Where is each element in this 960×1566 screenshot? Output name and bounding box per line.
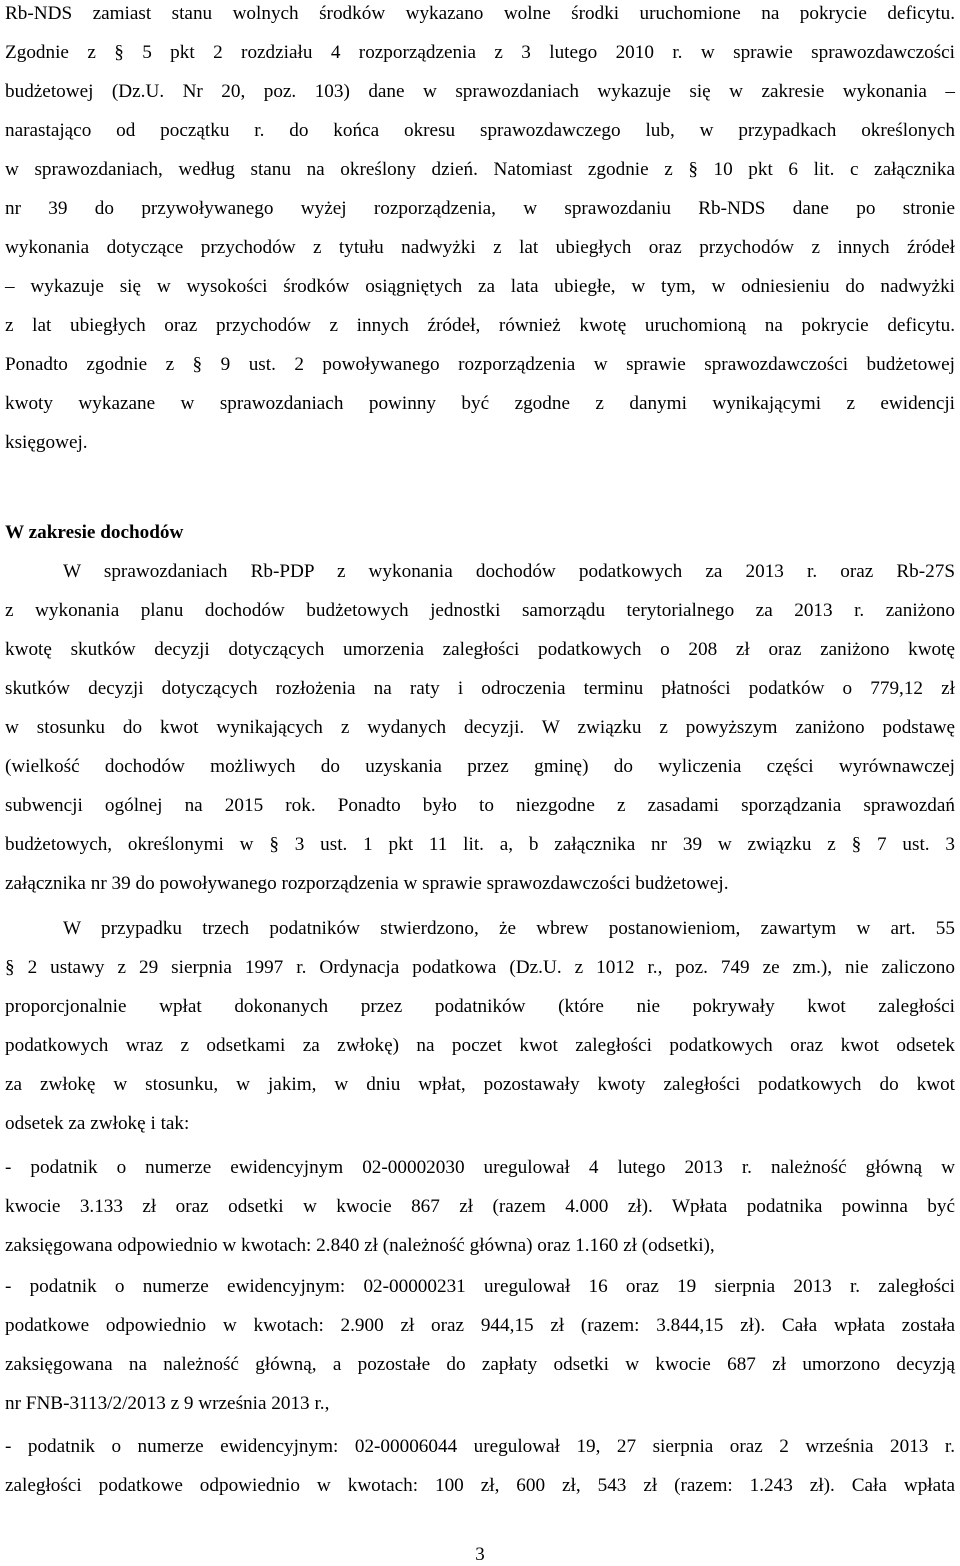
- text-line: subwencji ogólnej na 2015 rok. Ponadto było to niezgodne z zasadami sporządzania sprawozdań: [5, 795, 955, 816]
- text-line: proporcjonalnie wpłat dokonanych przez podatników (które nie pokrywały kwot zaległości: [5, 996, 955, 1017]
- text-line: zaległości podatkowe odpowiednio w kwotach: 100 zł, 600 zł, 543 zł (razem: 1.243 zł). Cała wpłata: [5, 1475, 955, 1496]
- text-line: W sprawozdaniach Rb-PDP z wykonania dochodów podatkowych za 2013 r. oraz Rb-27S: [63, 561, 955, 582]
- text-line: zaksięgowana na należność główną, a pozostałe do zapłaty odsetki w kwocie 687 zł umorzono decyzją: [5, 1354, 955, 1375]
- text-line: budżetowej (Dz.U. Nr 20, poz. 103) dane w sprawozdaniach wykazuje się w zakresie wykonania –: [5, 81, 955, 102]
- text-line: w sprawozdaniach, według stanu na określony dzień. Natomiast zgodnie z § 10 pkt 6 lit. c załącznika: [5, 159, 955, 180]
- text-line: W przypadku trzech podatników stwierdzono, że wbrew postanowieniom, zawartym w art. 55: [63, 918, 955, 939]
- text-line: księgowej.: [5, 432, 88, 453]
- text-line: nr FNB-3113/2/2013 z 9 września 2013 r.,: [5, 1393, 330, 1414]
- text-line: nr 39 do przywoływanego wyżej rozporządzenia, w sprawozdaniu Rb-NDS dane po stronie: [5, 198, 955, 219]
- text-line: Rb-NDS zamiast stanu wolnych środków wykazano wolne środki uruchomione na pokrycie deficytu.: [5, 3, 955, 24]
- text-line: z wykonania planu dochodów budżetowych jednostki samorządu terytorialnego za 2013 r. zaniżono: [5, 600, 955, 621]
- text-line: kwotę skutków decyzji dotyczących umorzenia zaległości podatkowych o 208 zł oraz zaniżono kwotę: [5, 639, 955, 660]
- section-heading: W zakresie dochodów: [5, 522, 184, 543]
- text-line: (wielkość dochodów możliwych do uzyskania przez gminę) do wyliczenia części wyrównawczej: [5, 756, 955, 777]
- text-line: w stosunku do kwot wynikających z wydanych decyzji. W związku z powyższym zaniżono podstawę: [5, 717, 955, 738]
- text-line: § 2 ustawy z 29 sierpnia 1997 r. Ordynacja podatkowa (Dz.U. z 1012 r., poz. 749 ze zm.), nie zaliczono: [5, 957, 955, 978]
- text-line: kwoty wykazane w sprawozdaniach powinny być zgodne z danymi wynikającymi z ewidencji: [5, 393, 955, 414]
- text-line: wykonania dotyczące przychodów z tytułu nadwyżki z lat ubiegłych oraz przychodów z innych źródeł: [5, 237, 955, 258]
- text-line: za zwłokę w stosunku, w jakim, w dniu wpłat, pozostawały kwoty zaległości podatkowych do kwot: [5, 1074, 955, 1095]
- text-line: Zgodnie z § 5 pkt 2 rozdziału 4 rozporządzenia z 3 lutego 2010 r. w sprawie sprawozdawczości: [5, 42, 955, 63]
- text-line: - podatnik o numerze ewidencyjnym: 02-00000231 uregulował 16 oraz 19 sierpnia 2013 r. zaległości: [5, 1276, 955, 1297]
- text-line: Ponadto zgodnie z § 9 ust. 2 powoływanego rozporządzenia w sprawie sprawozdawczości budżetowej: [5, 354, 955, 375]
- text-line: budżetowych, określonymi w § 3 ust. 1 pkt 11 lit. a, b załącznika nr 39 w związku z § 7 ust. 3: [5, 834, 955, 855]
- text-line: - podatnik o numerze ewidencyjnym 02-00002030 uregulował 4 lutego 2013 r. należność główną w: [5, 1157, 955, 1178]
- text-line: narastająco od początku r. do końca okresu sprawozdawczego lub, w przypadkach określonych: [5, 120, 955, 141]
- text-line: – wykazuje się w wysokości środków osiągniętych za lata ubiegłe, w tym, w odniesieniu do nadwyżki: [5, 276, 955, 297]
- text-line: z lat ubiegłych oraz przychodów z innych źródeł, również kwotę uruchomioną na pokrycie deficytu.: [5, 315, 955, 336]
- text-line: podatkowe odpowiednio w kwotach: 2.900 zł oraz 944,15 zł (razem: 3.844,15 zł). Cała wpłata została: [5, 1315, 955, 1336]
- text-line: odsetek za zwłokę i tak:: [5, 1113, 190, 1134]
- text-line: skutków decyzji dotyczących rozłożenia na raty i odroczenia terminu płatności podatków o 779,12 zł: [5, 678, 955, 699]
- page-number: 3: [475, 1544, 485, 1565]
- text-line: zaksięgowana odpowiednio w kwotach: 2.840 zł (należność główna) oraz 1.160 zł (odsetki),: [5, 1235, 715, 1256]
- text-line: załącznika nr 39 do powoływanego rozporządzenia w sprawie sprawozdawczości budżetowej.: [5, 873, 729, 894]
- text-line: kwocie 3.133 zł oraz odsetki w kwocie 867 zł (razem 4.000 zł). Wpłata podatnika powinna być: [5, 1196, 955, 1217]
- text-line: podatkowych wraz z odsetkami za zwłokę) na poczet kwot zaległości podatkowych oraz kwot odsetek: [5, 1035, 955, 1056]
- text-line: - podatnik o numerze ewidencyjnym: 02-00006044 uregulował 19, 27 sierpnia oraz 2 września 2013 r.: [5, 1436, 955, 1457]
